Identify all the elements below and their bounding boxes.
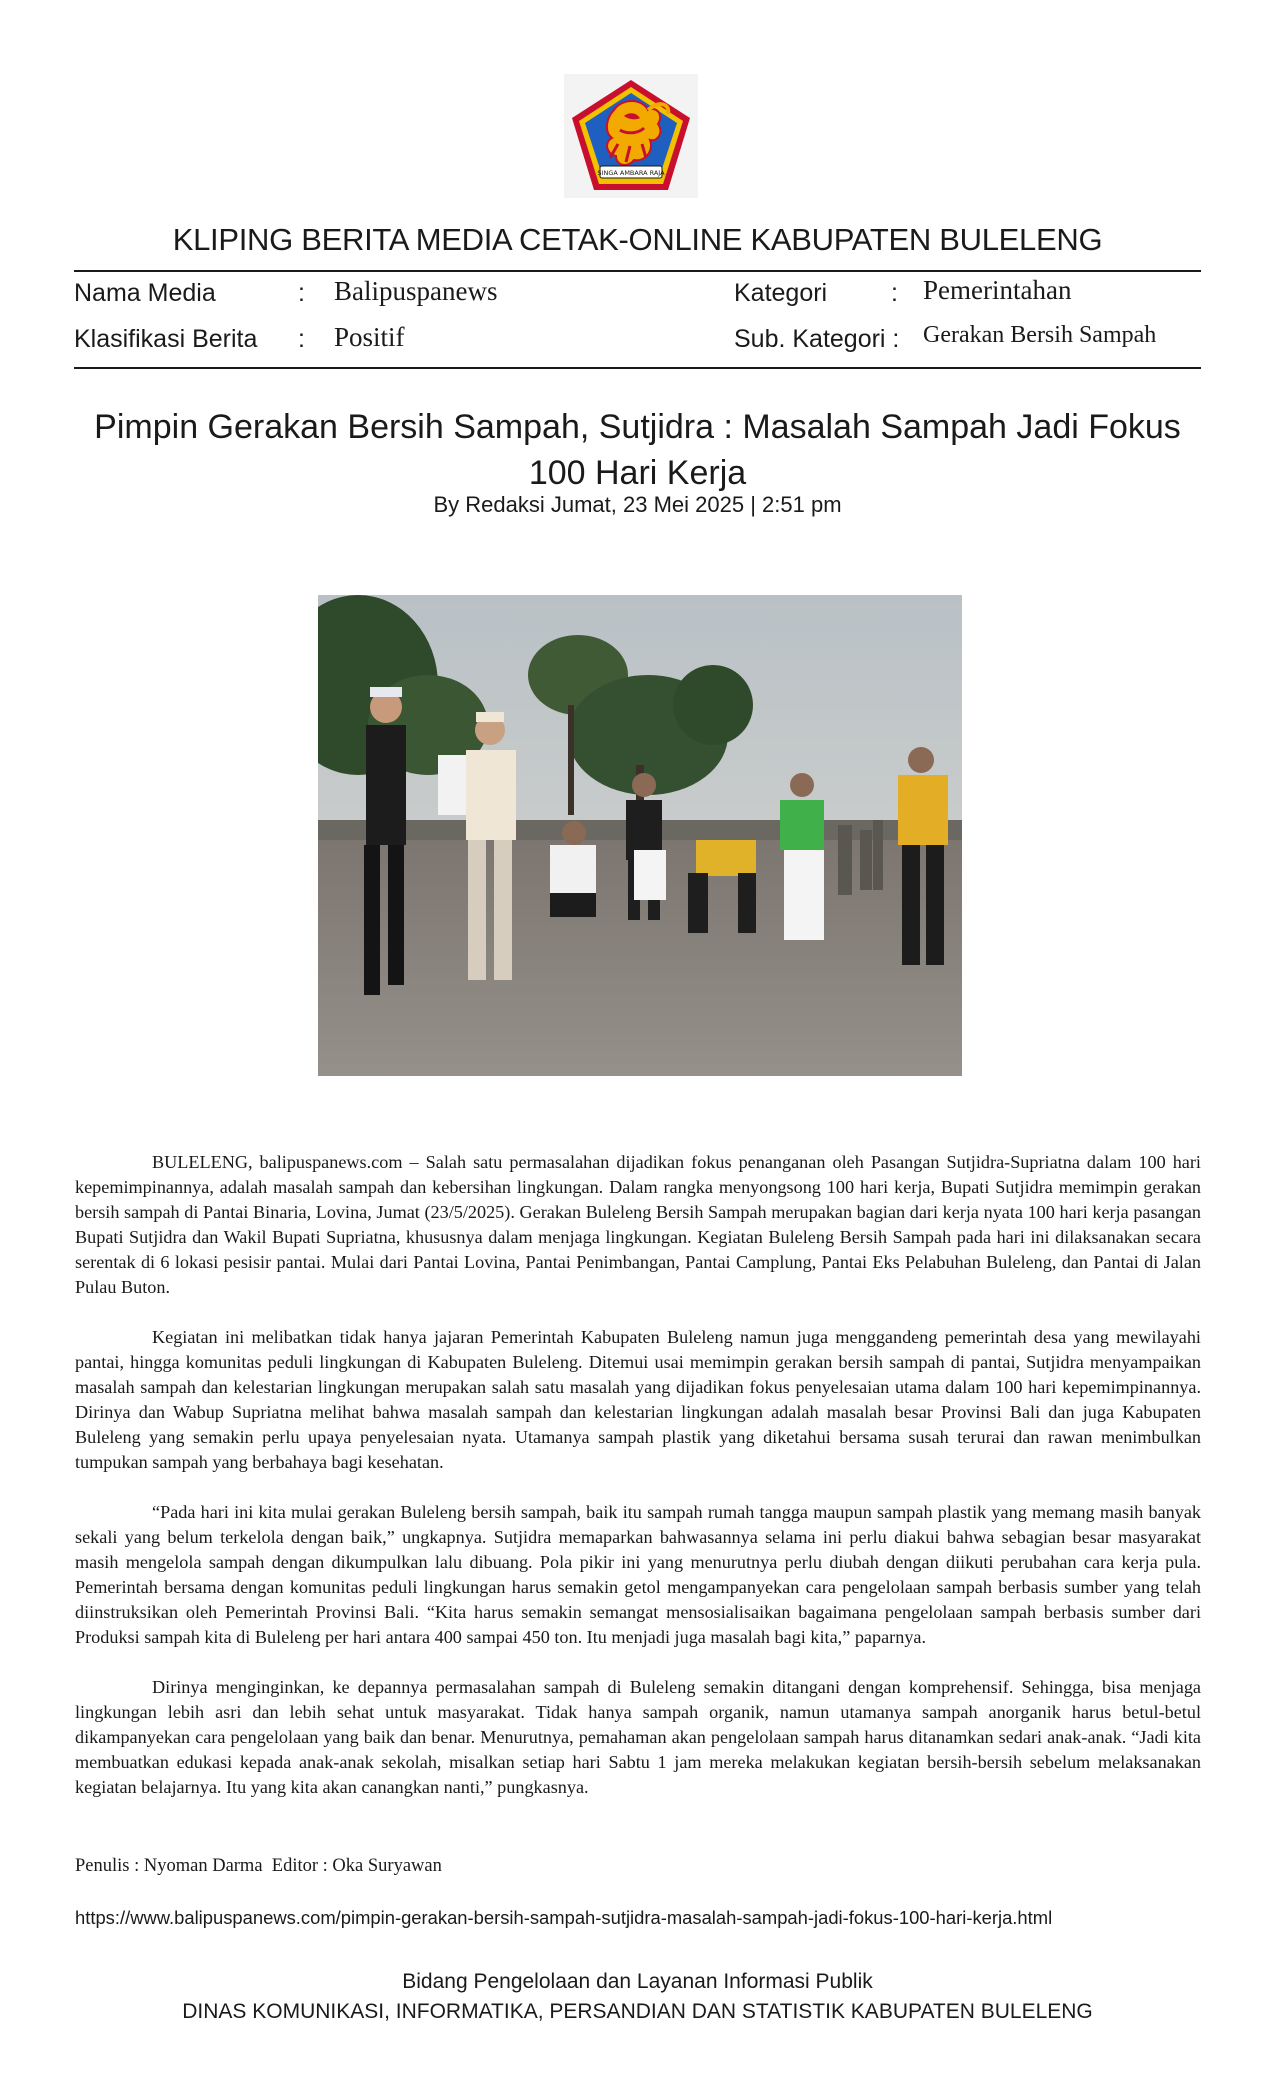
article-body	[75, 1150, 1201, 1825]
buleleng-emblem-logo	[564, 74, 698, 198]
header-bottom-rule	[74, 367, 1201, 369]
sub-kategori-value: Gerakan Bersih Sampah	[923, 322, 1157, 348]
klasifikasi-colon: :	[298, 325, 305, 353]
beach-cleanup-photo	[318, 595, 962, 1076]
lion-emblem-icon	[564, 74, 698, 198]
article-credits: Penulis : Nyoman Darma Editor : Oka Suryawan	[75, 1856, 442, 1876]
nama-media-label: Nama Media	[74, 279, 216, 307]
kliping-title: KLIPING BERITA MEDIA CETAK-ONLINE KABUPATEN BULELENG	[172, 222, 1103, 257]
nama-media-value: Balipuspanews	[334, 276, 498, 306]
kategori-colon: :	[891, 279, 898, 307]
klasifikasi-label: Klasifikasi Berita	[74, 325, 258, 353]
footer-agency: DINAS KOMUNIKASI, INFORMATIKA, PERSANDIAN DAN STATISTIK KABUPATEN BULELENG	[182, 2000, 1093, 2023]
sub-kategori-label: Sub. Kategori :	[734, 325, 900, 353]
header-top-rule	[74, 270, 1201, 272]
kategori-value: Pemerintahan	[923, 275, 1072, 305]
article-headline: Pimpin Gerakan Bersih Sampah, Sutjidra : Masalah Sampah Jadi Fokus 100 Hari Kerja	[94, 408, 1181, 492]
article-paragraph: Kegiatan ini melibatkan tidak hanya jajaran Pemerintah Kabupaten Buleleng namun juga menggandeng pemerintah desa yang mewilayahi pantai, hingga komunitas peduli lingkungan di Kabupaten Buleleng. Ditemui usai memimpin gerakan bersih sampah di pantai, Sutjidra menyampaikan masalah sampah dan kelestarian lingkungan merupakan salah satu masalah yang dijadikan fokus penyelesaian utama dalam 100 hari kepemimpinannya. Dirinya dan Wabup Supriatna melihat bahwa masalah sampah dan kelestarian lingkungan adalah masalah besar Provinsi Bali dan juga Kabupaten Buleleng yang semakin perlu upaya penyelesaian nyata. Utamanya sampah plastik yang diketahui bersama susah terurai dan rawan menimbulkan tumpukan sampah yang berbahaya bagi kesehatan.	[75, 1327, 1201, 1472]
nama-media-colon: :	[298, 279, 305, 307]
source-url-link[interactable]: https://www.balipuspanews.com/pimpin-gerakan-bersih-sampah-sutjidra-masalah-sampah-jadi-fokus-100-hari-kerja.html	[75, 1907, 1053, 1928]
article-byline: By Redaksi Jumat, 23 Mei 2025 | 2:51 pm	[433, 492, 842, 517]
article-paragraph: “Pada hari ini kita mulai gerakan Buleleng bersih sampah, baik itu sampah rumah tangga maupun sampah plastik yang memang masih banyak sekali yang belum terkelola dengan baik,” ungkapnya. Sutjidra memaparkan bahwasannya selama ini perlu diakui bahwa sebagian besar masyarakat masih mengelola sampah dengan dikumpulkan lalu dibuang. Pola pikir ini yang menurutnya perlu diubah dengan diikuti perubahan cara kerja pula. Pemerintah bersama dengan komunitas peduli lingkungan harus semakin getol mengampanyekan cara pengelolaan sampah berbasis sumber yang telah diinstruksikan oleh Pemerintah Provinsi Bali. “Kita harus semakin semangat mensosialisaikan bagaimana pengelolaan sampah berbasis sumber dari Produksi sampah kita di Buleleng per hari antara 400 sampai 450 ton. Itu menjadi juga masalah bagi kita,” paparnya.	[75, 1502, 1201, 1647]
emblem-ribbon-text: SINGA AMBARA RAJA	[597, 169, 665, 177]
klasifikasi-value: Positif	[334, 322, 405, 352]
kategori-label: Kategori	[734, 279, 828, 307]
article-paragraph: Dirinya menginginkan, ke depannya permasalahan sampah di Buleleng semakin ditangani dengan komprehensif. Sehingga, bisa menjaga lingkungan lebih asri dan lebih sehat untuk masyarakat. Tidak hanya sampah organik, namun utamanya sampah anorganik harus betul-betul dikampanyekan cara pengelolaan yang baik dan benar. Menurutnya, pemahaman akan pengelolaan sampah harus ditanamkan sedari anak-anak. “Jadi kita membuatkan edukasi kepada anak-anak sekolah, misalkan setiap hari Sabtu 1 jam mereka melakukan kegiatan bersih-bersih sebelum melaksanakan kegiatan belajarnya. Itu yang kita akan canangkan nanti,” pungkasnya.	[75, 1677, 1201, 1797]
article-paragraph: BULELENG, balipuspanews.com – Salah satu permasalahan dijadikan fokus penanganan oleh Pasangan Sutjidra-Supriatna dalam 100 hari kepemimpinannya, adalah masalah sampah dan kebersihan lingkungan. Dalam rangka menyongsong 100 hari kerja, Bupati Sutjidra memimpin gerakan bersih sampah di Pantai Binaria, Lovina, Jumat (23/5/2025). Gerakan Buleleng Bersih Sampah merupakan bagian dari kerja nyata 100 hari kerja pasangan Bupati Sutjidra dan Wakil Bupati Supriatna, khususnya dalam menjaga lingkungan. Kegiatan Buleleng Bersih Sampah pada hari ini dilaksanakan secara serentak di 6 lokasi pesisir pantai. Mulai dari Pantai Lovina, Pantai Penimbangan, Pantai Camplung, Pantai Eks Pelabuhan Buleleng, dan Pantai di Jalan Pulau Buton.	[75, 1152, 1201, 1297]
footer-division: Bidang Pengelolaan dan Layanan Informasi Publik	[402, 1970, 873, 1993]
